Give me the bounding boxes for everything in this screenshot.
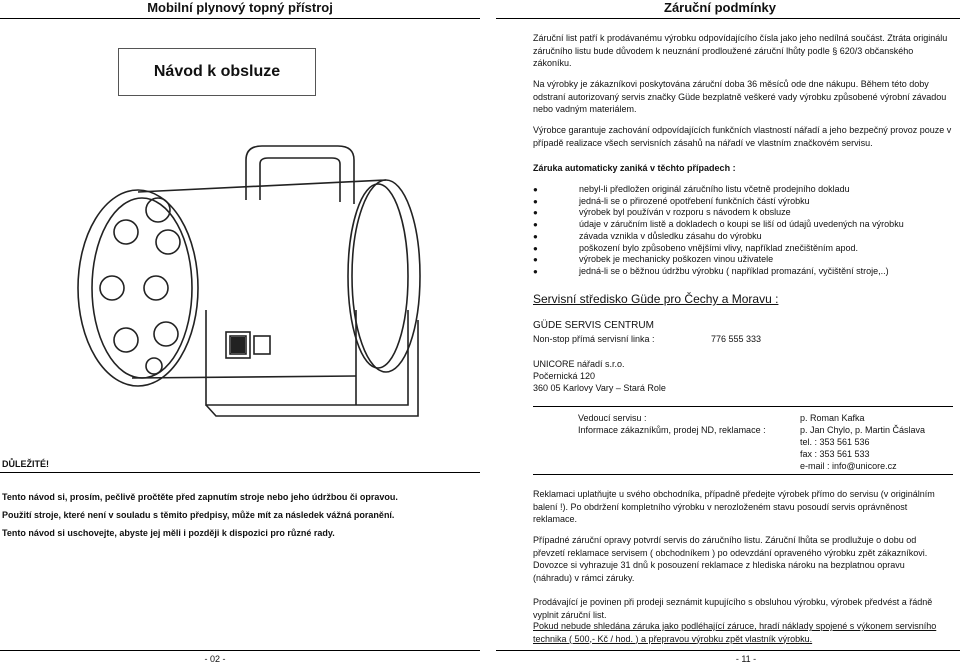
left-page-number: - 02 - <box>204 654 226 664</box>
void-list <box>533 184 953 278</box>
address-line-2: Počernická 120 <box>533 371 596 381</box>
left-page-header: Mobilní plynový topný přístroj <box>147 0 333 15</box>
heater-illustration <box>56 140 456 460</box>
left-footer-rule <box>0 650 480 651</box>
bullet-icon: ● <box>533 220 538 230</box>
list-item: ● nebyl-li předložen originál záručního listu včetně prodejního dokladu <box>533 184 850 194</box>
left-header-rule <box>0 18 480 19</box>
warranty-para-6a: Prodávající je povinen při prodeji seznámit kupujícího s obsluhou výrobku, výrobek předvést a řádně vyplnit záruční list. <box>533 597 933 620</box>
address-line-1: UNICORE nářadí s.r.o. <box>533 359 625 369</box>
right-page-number: - 11 - <box>735 654 757 664</box>
contact-label-1: Vedoucí servisu : <box>578 413 647 423</box>
contacts-rule-bottom <box>533 474 953 475</box>
right-footer-rule <box>496 650 960 651</box>
contact-value-2: p. Jan Chylo, p. Martin Čáslava <box>800 425 926 435</box>
right-header-rule <box>496 18 960 19</box>
contacts-rule <box>533 406 953 407</box>
warranty-para-3: Výrobce garantuje zachování odpovídajících funkčních vlastností nářadí a jeho bezpečný provoz pouze v případě realizace všech servisních zásahů na nářadí ve vlastním značkovém servisu. <box>533 125 952 148</box>
warranty-para-4: Reklamaci uplatňujte u svého obchodníka, případně předejte výrobek přímo do servisu (v originálním balení !). Po obdržení kompletního výrobku v nerozloženém stavu posoudí servis oprávněnost reklamace. <box>533 489 935 524</box>
list-item: ● výrobek byl používán v rozporu s návodem k obsluze <box>533 207 791 218</box>
warranty-para-2: Na výrobky je zákazníkovi poskytována záruční doba 36 měsíců ode dne nákupu. Během této doby odstraní autorizovaný servis značky Güde bezplatně veškeré vady výrobku způsobené výrobní závadou nebo vadným materiálem. <box>533 79 947 114</box>
hotline-number: 776 555 333 <box>711 334 762 344</box>
important-rule <box>0 472 480 473</box>
switch-icon <box>231 337 245 353</box>
bullet-icon: ● <box>533 243 538 253</box>
warranty-para-6b: Pokud nebude shledána záruka jako podléhající záruce, hradí náklady spojené s výkonem servisního technika ( 500,- Kč / hod. ) a přepravou výrobku zpět vlastník výrobku. <box>533 621 937 644</box>
list-item: ● výrobek je mechanicky poškozen vinou uživatele <box>533 254 774 265</box>
service-heading: Servisní středisko Güde pro Čechy a Moravu : <box>533 292 779 306</box>
bullet-icon: ● <box>533 231 538 241</box>
contact-value-1: p. Roman Kafka <box>800 413 865 423</box>
list-item: ● poškození bylo způsobeno vnějšími vlivy, například znečištěním apod. <box>533 242 858 253</box>
list-item: ● jedná-li se o běžnou údržbu výrobku ( například promazání, vyčištění stroje,..) <box>533 265 889 276</box>
service-name: GÜDE SERVIS CENTRUM <box>533 320 654 331</box>
manual-title-box <box>118 48 316 96</box>
important-text: Tento návod si, prosím, pečlivě pročtěte před zapnutím stroje nebo jeho údržbou či opravou. Použití stroje, které není v souladu s těmito předpisy, může mít za následek vážná poranění. Tento návod si uschovejte, abyste jej měli i později k dispozici pro různé rady. <box>2 492 398 538</box>
important-label: DŮLEŽITÉ! <box>2 459 49 469</box>
warranty-para-1: Záruční list patří k prodávanému výrobku odpovídajícího čísla jako jeho nedílná součást. Ztráta originálu záručního listu bude důvodem k neuznání prodloužené záruční lhůty podle § 620/3 občanského zákoníku. <box>533 33 948 68</box>
bullet-icon: ● <box>533 266 538 276</box>
list-item: ● závada vznikla v důsledku zásahu do výrobku <box>533 230 762 241</box>
bullet-icon: ● <box>533 208 538 218</box>
bullet-icon: ● <box>533 185 538 194</box>
hotline-label: Non-stop přímá servisní linka : <box>533 334 655 344</box>
warranty-para-5: Případné záruční opravy potvrdí servis do záručního listu. Záruční lhůta se prodlužuje o dobu od převzetí reklamace servisem ( obchodníkem ) po odevzdání opraveného výrobku zpět zákazníkovi. Dovozce si vyhrazuje 31 dnů k posouzení reklamace z hlediska nároku na bezplatnou opravu (náhradu) v rámci záruky. <box>533 535 928 583</box>
right-page-header: Záruční podmínky <box>664 0 776 15</box>
contact-value-4: fax : 353 561 533 <box>800 449 870 459</box>
list-item: ● údaje v záručním listě a dokladech o koupi se liší od údajů uvedených na výrobku <box>533 219 904 230</box>
address-line-3: 360 05 Karlovy Vary – Stará Role <box>533 383 666 393</box>
contact-value-3: tel. : 353 561 536 <box>800 437 870 447</box>
list-item: ● jedná-li se o přirozené opotřebení funkčních částí výrobku <box>533 195 810 206</box>
void-heading: Záruka automaticky zaniká v těchto případech : <box>533 163 736 173</box>
bullet-icon: ● <box>533 196 538 206</box>
contact-value-5[interactable]: e-mail : info@unicore.cz <box>800 461 897 471</box>
contact-label-2: Informace zákazníkům, prodej ND, reklamace : <box>578 425 766 435</box>
bullet-icon: ● <box>533 255 538 265</box>
manual-title: Návod k obsluze <box>153 63 281 80</box>
